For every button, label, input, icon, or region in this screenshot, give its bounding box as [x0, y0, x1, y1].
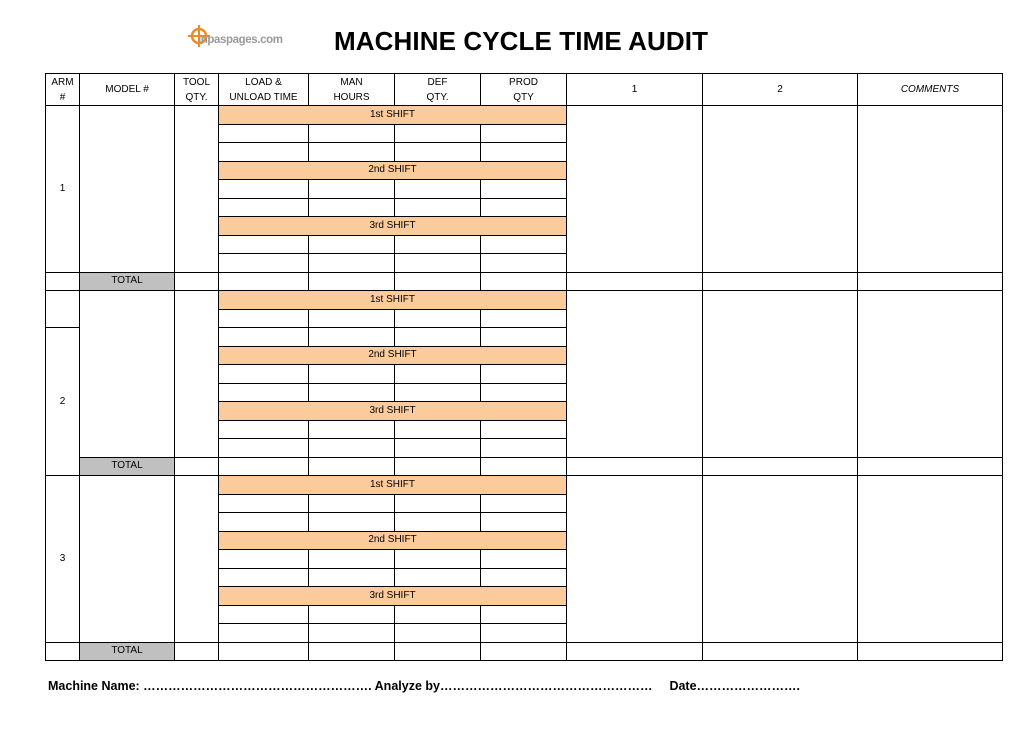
machine-name-field[interactable]: Machine Name: ………………………………………………. [48, 679, 372, 693]
signature-footer [48, 679, 800, 693]
shift-header: 2nd SHIFT [219, 161, 567, 180]
shift-header: 3rd SHIFT [219, 402, 567, 421]
shift-header: 1st SHIFT [219, 291, 567, 310]
arm-number: 1 [46, 106, 80, 273]
header-comments: COMMENTS [858, 74, 1003, 106]
comments-cell[interactable] [858, 476, 1003, 643]
comments-cell[interactable] [858, 106, 1003, 273]
col-1-cell[interactable] [567, 476, 703, 643]
page-title: MACHINE CYCLE TIME AUDIT [334, 26, 709, 56]
total-label: TOTAL [80, 272, 175, 291]
header-tool-qty: TOOL QTY. [175, 74, 219, 106]
total-label: TOTAL [80, 642, 175, 661]
shift-header: 1st SHIFT [219, 476, 567, 495]
tool-qty-cell[interactable] [175, 476, 219, 643]
header-prod-qty: PROD QTY [481, 74, 567, 106]
header-man-hours: MAN HOURS [309, 74, 395, 106]
shift-header: 1st SHIFT [219, 106, 567, 125]
total-label: TOTAL [80, 457, 175, 476]
model-cell[interactable] [80, 476, 175, 643]
comments-cell[interactable] [858, 291, 1003, 458]
tool-qty-cell[interactable] [175, 291, 219, 458]
tool-qty-cell[interactable] [175, 106, 219, 273]
date-field[interactable]: Date……………………. [669, 679, 801, 693]
col-2-cell[interactable] [703, 291, 858, 458]
shift-header: 2nd SHIFT [219, 346, 567, 365]
model-cell[interactable] [80, 291, 175, 458]
shift-header: 3rd SHIFT [219, 217, 567, 236]
arm-spacer-cell [46, 291, 80, 328]
col-1-cell[interactable] [567, 291, 703, 458]
total-row [46, 642, 1003, 661]
col-2-cell[interactable] [703, 106, 858, 273]
header-row [46, 74, 1003, 106]
model-cell[interactable] [80, 106, 175, 273]
header-arm: ARM # [46, 74, 80, 106]
header-col-2: 2 [703, 74, 858, 106]
header-def-qty: DEF QTY. [395, 74, 481, 106]
logo-text: inpaspages.com [198, 34, 283, 46]
arm-number: 2 [46, 328, 80, 476]
total-row [46, 457, 1003, 476]
arm-number: 3 [46, 476, 80, 643]
analyze-by-field[interactable]: Analyze by…………………………………………… [374, 679, 653, 693]
header-col-1: 1 [567, 74, 703, 106]
col-1-cell[interactable] [567, 106, 703, 273]
shift-header: 3rd SHIFT [219, 587, 567, 606]
header-load-unload-time: LOAD & UNLOAD TIME [219, 74, 309, 106]
audit-table [45, 73, 1003, 661]
col-2-cell[interactable] [703, 476, 858, 643]
header-model: MODEL # [80, 74, 175, 106]
company-logo [186, 25, 296, 51]
shift-header: 2nd SHIFT [219, 531, 567, 550]
total-row [46, 272, 1003, 291]
